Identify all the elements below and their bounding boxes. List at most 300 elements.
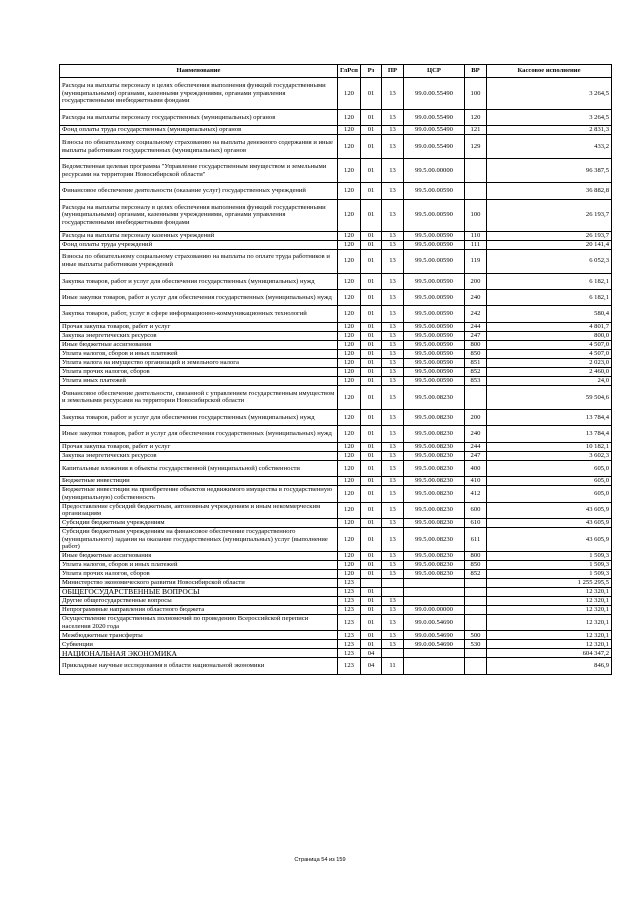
row-pr: 13	[382, 322, 404, 331]
table-row	[60, 231, 612, 240]
row-amount: 605,0	[487, 460, 612, 476]
row-glrsp: 120	[338, 527, 361, 551]
row-csr: 99.5.00.00590	[404, 231, 465, 240]
row-amount: 433,2	[487, 135, 612, 159]
row-vr: 100	[465, 78, 487, 110]
row-pr: 13	[382, 502, 404, 518]
table-row	[60, 640, 612, 649]
row-vr: 611	[465, 527, 487, 551]
row-pr: 13	[382, 340, 404, 349]
row-vr: 242	[465, 306, 487, 322]
row-pr: 13	[382, 78, 404, 110]
row-csr: 99.5.00.00590	[404, 183, 465, 199]
row-vr: 852	[465, 570, 487, 579]
row-glrsp: 120	[338, 231, 361, 240]
row-glrsp: 120	[338, 273, 361, 289]
row-pr: 13	[382, 306, 404, 322]
table-row	[60, 358, 612, 367]
row-csr: 99.5.00.00590	[404, 290, 465, 306]
row-glrsp: 120	[338, 240, 361, 249]
row-glrsp: 120	[338, 126, 361, 135]
row-csr: 99.5.00.00000	[404, 159, 465, 183]
row-glrsp: 120	[338, 426, 361, 442]
row-csr: 99.0.00.00000	[404, 606, 465, 615]
row-pr	[382, 588, 404, 597]
row-csr: 99.0.00.55490	[404, 109, 465, 125]
row-pr: 13	[382, 331, 404, 340]
row-vr: 240	[465, 426, 487, 442]
row-name: Другие общегосударственные вопросы	[60, 597, 338, 606]
row-rz: 01	[361, 159, 382, 183]
row-csr	[404, 597, 465, 606]
table-row	[60, 552, 612, 561]
row-name: Уплата иных платежей	[60, 376, 338, 385]
row-rz: 01	[361, 518, 382, 527]
row-rz: 01	[361, 477, 382, 486]
row-amount: 4 507,0	[487, 340, 612, 349]
row-amount: 36 882,8	[487, 183, 612, 199]
row-amount: 2 831,3	[487, 126, 612, 135]
row-vr: 500	[465, 631, 487, 640]
row-csr: 99.0.00.55490	[404, 78, 465, 110]
row-vr: 800	[465, 552, 487, 561]
row-name: Взносы по обязательному социальному страхованию на выплаты по оплате труда работников и иные выплаты работникам учреждений	[60, 249, 338, 273]
row-rz: 01	[361, 78, 382, 110]
table-row	[60, 518, 612, 527]
row-rz: 01	[361, 631, 382, 640]
row-amount: 96 387,5	[487, 159, 612, 183]
row-csr: 99.0.00.55490	[404, 135, 465, 159]
row-name: Финансовое обеспечение деятельности (оказание услуг) государственных учреждений	[60, 183, 338, 199]
row-pr	[382, 579, 404, 588]
row-glrsp: 120	[338, 477, 361, 486]
row-csr: 99.0.00.54690	[404, 615, 465, 631]
row-vr: 610	[465, 518, 487, 527]
row-glrsp: 120	[338, 331, 361, 340]
row-pr: 13	[382, 109, 404, 125]
row-amount: 26 193,7	[487, 199, 612, 231]
row-vr: 850	[465, 349, 487, 358]
row-rz: 01	[361, 385, 382, 409]
table-row	[60, 649, 612, 658]
row-csr: 99.5.00.08230	[404, 486, 465, 502]
row-amount: 10 182,1	[487, 442, 612, 451]
row-vr	[465, 588, 487, 597]
row-glrsp: 120	[338, 306, 361, 322]
row-vr: 111	[465, 240, 487, 249]
row-name: Осуществление государственных полномочий по проведению Всероссийской переписи населения 2020 года	[60, 615, 338, 631]
row-vr: 800	[465, 340, 487, 349]
row-rz: 01	[361, 615, 382, 631]
header-pr: ПР	[382, 65, 404, 78]
table-row	[60, 477, 612, 486]
row-glrsp: 120	[338, 249, 361, 273]
row-vr: 400	[465, 460, 487, 476]
row-rz: 01	[361, 451, 382, 460]
table-row	[60, 561, 612, 570]
header-amount: Кассовое исполнение	[487, 65, 612, 78]
row-vr: 244	[465, 442, 487, 451]
row-glrsp: 120	[338, 552, 361, 561]
table-row	[60, 631, 612, 640]
row-name: Расходы на выплаты персоналу государственных (муниципальных) органов	[60, 109, 338, 125]
table-row	[60, 527, 612, 551]
table-row	[60, 183, 612, 199]
row-pr: 13	[382, 349, 404, 358]
row-vr: 247	[465, 331, 487, 340]
row-glrsp: 120	[338, 409, 361, 425]
row-amount: 3 264,5	[487, 109, 612, 125]
table-row	[60, 290, 612, 306]
table-row	[60, 486, 612, 502]
row-pr: 13	[382, 199, 404, 231]
table-row	[60, 331, 612, 340]
row-csr: 99.5.00.08230	[404, 451, 465, 460]
row-glrsp: 120	[338, 290, 361, 306]
table-header-row	[60, 65, 612, 78]
row-glrsp: 120	[338, 561, 361, 570]
row-csr	[404, 658, 465, 674]
table-row	[60, 349, 612, 358]
row-pr: 13	[382, 231, 404, 240]
row-rz: 04	[361, 649, 382, 658]
row-pr: 13	[382, 606, 404, 615]
row-pr: 13	[382, 615, 404, 631]
row-amount: 6 182,1	[487, 290, 612, 306]
row-name: Фонд оплаты труда государственных (муниципальных) органов	[60, 126, 338, 135]
row-pr: 13	[382, 290, 404, 306]
row-glrsp: 120	[338, 442, 361, 451]
row-name: Бюджетные инвестиции	[60, 477, 338, 486]
row-name: Уплата налога на имущество организаций и земельного налога	[60, 358, 338, 367]
row-rz: 01	[361, 486, 382, 502]
row-pr: 13	[382, 570, 404, 579]
row-csr: 99.5.00.08230	[404, 570, 465, 579]
row-pr: 13	[382, 249, 404, 273]
row-csr: 99.5.00.00590	[404, 331, 465, 340]
header-csr: ЦСР	[404, 65, 465, 78]
row-glrsp: 120	[338, 570, 361, 579]
row-rz: 01	[361, 570, 382, 579]
row-amount: 26 193,7	[487, 231, 612, 240]
row-amount: 59 504,6	[487, 385, 612, 409]
row-pr: 13	[382, 486, 404, 502]
row-csr: 99.5.00.08230	[404, 527, 465, 551]
row-csr: 99.5.00.08230	[404, 561, 465, 570]
row-glrsp: 120	[338, 460, 361, 476]
row-rz: 01	[361, 409, 382, 425]
row-amount: 604 347,2	[487, 649, 612, 658]
table-row	[60, 340, 612, 349]
row-rz: 01	[361, 231, 382, 240]
row-name: Расходы на выплаты персоналу казенных учреждений	[60, 231, 338, 240]
row-rz: 01	[361, 109, 382, 125]
row-glrsp: 120	[338, 367, 361, 376]
row-name: Финансовое обеспечение деятельности, связанной с управлением государственным имуществом и земельными ресурсами на территории Новосибирской области	[60, 385, 338, 409]
row-vr: 412	[465, 486, 487, 502]
row-glrsp: 120	[338, 385, 361, 409]
table-row	[60, 606, 612, 615]
row-vr	[465, 159, 487, 183]
row-pr: 13	[382, 597, 404, 606]
row-pr: 13	[382, 183, 404, 199]
row-pr: 13	[382, 126, 404, 135]
row-name: Расходы на выплаты персоналу в целях обеспечения выполнения функций государственными (муниципальными) органами, казенными учреждениями, органами управления государственными внебюджетными фондами	[60, 199, 338, 231]
row-glrsp: 120	[338, 109, 361, 125]
row-rz	[361, 579, 382, 588]
row-amount: 1 509,3	[487, 570, 612, 579]
row-amount: 3 264,5	[487, 78, 612, 110]
row-amount: 12 320,1	[487, 597, 612, 606]
row-rz: 01	[361, 588, 382, 597]
row-glrsp: 123	[338, 649, 361, 658]
row-amount: 12 320,1	[487, 615, 612, 631]
row-rz: 01	[361, 273, 382, 289]
row-csr: 99.5.00.00590	[404, 349, 465, 358]
row-vr: 853	[465, 376, 487, 385]
row-csr	[404, 649, 465, 658]
row-vr: 200	[465, 273, 487, 289]
table-row	[60, 249, 612, 273]
row-name: Субсидии бюджетным учреждениям	[60, 518, 338, 527]
row-csr: 99.0.00.54690	[404, 631, 465, 640]
row-vr: 129	[465, 135, 487, 159]
row-glrsp: 120	[338, 502, 361, 518]
row-amount: 1 509,3	[487, 552, 612, 561]
row-rz: 01	[361, 640, 382, 649]
row-pr: 13	[382, 631, 404, 640]
row-csr: 99.5.00.08230	[404, 518, 465, 527]
row-name: Уплата налогов, сборов и иных платежей	[60, 349, 338, 358]
row-pr: 13	[382, 640, 404, 649]
row-glrsp: 120	[338, 486, 361, 502]
row-vr: 852	[465, 367, 487, 376]
table-row	[60, 78, 612, 110]
row-rz: 01	[361, 367, 382, 376]
row-name: ОБЩЕГОСУДАРСТВЕННЫЕ ВОПРОСЫ	[60, 588, 338, 597]
row-csr: 99.5.00.00590	[404, 376, 465, 385]
table-row	[60, 570, 612, 579]
row-name: Фонд оплаты труда учреждений	[60, 240, 338, 249]
row-name: Межбюджетные трансферты	[60, 631, 338, 640]
table-row	[60, 273, 612, 289]
row-glrsp: 123	[338, 588, 361, 597]
row-rz: 01	[361, 460, 382, 476]
row-csr	[404, 579, 465, 588]
row-vr: 410	[465, 477, 487, 486]
row-name: Министерство экономического развития Новосибирской области	[60, 579, 338, 588]
row-amount: 2 023,0	[487, 358, 612, 367]
row-rz: 01	[361, 597, 382, 606]
row-vr: 100	[465, 199, 487, 231]
row-rz: 01	[361, 442, 382, 451]
row-vr: 110	[465, 231, 487, 240]
row-name: Прочая закупка товаров, работ и услуг	[60, 322, 338, 331]
row-pr: 13	[382, 477, 404, 486]
row-rz: 01	[361, 249, 382, 273]
header-glrsp: ГлРсп	[338, 65, 361, 78]
row-pr: 13	[382, 561, 404, 570]
row-vr: 240	[465, 290, 487, 306]
row-vr	[465, 385, 487, 409]
row-pr: 13	[382, 426, 404, 442]
row-name: Уплата налогов, сборов и иных платежей	[60, 561, 338, 570]
row-rz: 01	[361, 552, 382, 561]
table-row	[60, 597, 612, 606]
table-row	[60, 588, 612, 597]
row-name: Иные бюджетные ассигнования	[60, 552, 338, 561]
header-name: Наименование	[60, 65, 338, 78]
row-name: Иные бюджетные ассигнования	[60, 340, 338, 349]
row-amount: 1 509,3	[487, 561, 612, 570]
row-rz: 01	[361, 561, 382, 570]
table-row	[60, 367, 612, 376]
row-pr: 13	[382, 527, 404, 551]
row-name: Закупка энергетических ресурсов	[60, 451, 338, 460]
table-row	[60, 442, 612, 451]
row-glrsp: 120	[338, 135, 361, 159]
row-name: Предоставление субсидий бюджетным, автономным учреждениям и иным некоммерческим организациям	[60, 502, 338, 518]
row-glrsp: 123	[338, 579, 361, 588]
row-csr: 99.5.00.08230	[404, 409, 465, 425]
table-row	[60, 658, 612, 674]
table-row	[60, 159, 612, 183]
row-pr: 13	[382, 135, 404, 159]
row-pr: 13	[382, 518, 404, 527]
row-glrsp: 120	[338, 518, 361, 527]
row-rz: 01	[361, 376, 382, 385]
row-name: Закупка товаров, работ и услуг для обеспечения государственных (муниципальных) нужд	[60, 409, 338, 425]
row-name: Взносы по обязательному социальному страхованию на выплаты денежного содержания и иные выплаты работникам государственных (муниципальных) органов	[60, 135, 338, 159]
row-vr: 851	[465, 358, 487, 367]
row-rz: 01	[361, 199, 382, 231]
row-rz: 01	[361, 606, 382, 615]
row-amount: 12 320,1	[487, 640, 612, 649]
row-name: Непрограммные направления областного бюджета	[60, 606, 338, 615]
row-amount: 20 141,4	[487, 240, 612, 249]
row-vr	[465, 658, 487, 674]
row-vr: 119	[465, 249, 487, 273]
row-amount: 4 801,7	[487, 322, 612, 331]
row-amount: 6 182,1	[487, 273, 612, 289]
table-body	[60, 78, 612, 675]
table-row	[60, 502, 612, 518]
row-csr: 99.0.00.55490	[404, 126, 465, 135]
row-amount: 12 320,1	[487, 588, 612, 597]
row-rz: 01	[361, 502, 382, 518]
row-name: Уплата прочих налогов, сборов	[60, 367, 338, 376]
row-glrsp: 120	[338, 199, 361, 231]
row-rz: 01	[361, 340, 382, 349]
table-row	[60, 579, 612, 588]
row-name: Иные закупки товаров, работ и услуг для обеспечения государственных (муниципальных) нужд	[60, 426, 338, 442]
table-row	[60, 376, 612, 385]
row-glrsp: 120	[338, 349, 361, 358]
row-glrsp: 123	[338, 606, 361, 615]
row-vr	[465, 597, 487, 606]
row-csr: 99.5.00.00590	[404, 273, 465, 289]
row-csr: 99.5.00.08230	[404, 552, 465, 561]
row-csr: 99.5.00.00590	[404, 306, 465, 322]
row-amount: 12 320,1	[487, 606, 612, 615]
row-name: Субсидии бюджетным учреждениям на финансовое обеспечение государственного (муниципального) задания на оказание государственных (муниципальных) услуг (выполнение работ)	[60, 527, 338, 551]
row-rz: 01	[361, 290, 382, 306]
row-vr	[465, 183, 487, 199]
row-amount: 6 052,3	[487, 249, 612, 273]
row-vr: 247	[465, 451, 487, 460]
row-vr: 244	[465, 322, 487, 331]
row-amount: 846,9	[487, 658, 612, 674]
row-glrsp: 120	[338, 78, 361, 110]
row-name: Расходы на выплаты персоналу в целях обеспечения выполнения функций государственными (муниципальными) органами, казенными учреждениями, органами управления государственными внебюджетными фондами	[60, 78, 338, 110]
row-name: Закупка товаров, работ, услуг в сфере информационно-коммуникационных технологий	[60, 306, 338, 322]
row-amount: 3 602,3	[487, 451, 612, 460]
row-csr: 99.5.00.08230	[404, 426, 465, 442]
row-csr: 99.5.00.00590	[404, 367, 465, 376]
row-csr: 99.5.00.08230	[404, 477, 465, 486]
row-amount: 13 784,4	[487, 409, 612, 425]
table-row	[60, 460, 612, 476]
row-name: Бюджетные инвестиции на приобретение объектов недвижимого имущества в государственную (муниципальную) собственность	[60, 486, 338, 502]
row-csr: 99.5.00.00590	[404, 199, 465, 231]
row-amount: 43 605,9	[487, 527, 612, 551]
row-vr: 200	[465, 409, 487, 425]
row-glrsp: 123	[338, 597, 361, 606]
row-pr	[382, 649, 404, 658]
table-row	[60, 385, 612, 409]
row-name: Закупка энергетических ресурсов	[60, 331, 338, 340]
row-name: Капитальные вложения в объекты государственной (муниципальной) собственности	[60, 460, 338, 476]
row-amount: 43 605,9	[487, 518, 612, 527]
row-pr: 13	[382, 409, 404, 425]
row-amount: 24,0	[487, 376, 612, 385]
row-pr: 13	[382, 240, 404, 249]
row-csr: 99.5.00.00590	[404, 249, 465, 273]
row-glrsp: 123	[338, 631, 361, 640]
row-pr: 13	[382, 358, 404, 367]
row-vr: 850	[465, 561, 487, 570]
row-name: Иные закупки товаров, работ и услуг для обеспечения государственных (муниципальных) нужд	[60, 290, 338, 306]
row-csr: 99.5.00.08230	[404, 460, 465, 476]
row-glrsp: 120	[338, 159, 361, 183]
row-pr: 13	[382, 367, 404, 376]
row-rz: 01	[361, 426, 382, 442]
row-rz: 01	[361, 527, 382, 551]
row-name: Прочая закупка товаров, работ и услуг	[60, 442, 338, 451]
row-vr: 600	[465, 502, 487, 518]
row-amount: 605,0	[487, 477, 612, 486]
row-name: Прикладные научные исследования в области национальной экономики	[60, 658, 338, 674]
row-glrsp: 120	[338, 451, 361, 460]
row-pr: 13	[382, 273, 404, 289]
row-rz: 01	[361, 349, 382, 358]
page-footer: Страница 54 из 159	[294, 857, 346, 863]
row-csr: 99.5.00.00590	[404, 240, 465, 249]
row-name: Уплата прочих налогов, сборов	[60, 570, 338, 579]
budget-table-sheet	[59, 64, 611, 675]
row-pr: 13	[382, 159, 404, 183]
row-amount: 12 320,1	[487, 631, 612, 640]
table-row	[60, 240, 612, 249]
row-rz: 01	[361, 126, 382, 135]
row-amount: 4 507,0	[487, 349, 612, 358]
row-name: Ведомственная целевая программа "Управление государственным имуществом и земельными ресурсами на территории Новосибирской области"	[60, 159, 338, 183]
table-row	[60, 615, 612, 631]
row-vr	[465, 606, 487, 615]
table-row	[60, 426, 612, 442]
table-row	[60, 135, 612, 159]
row-glrsp: 120	[338, 358, 361, 367]
